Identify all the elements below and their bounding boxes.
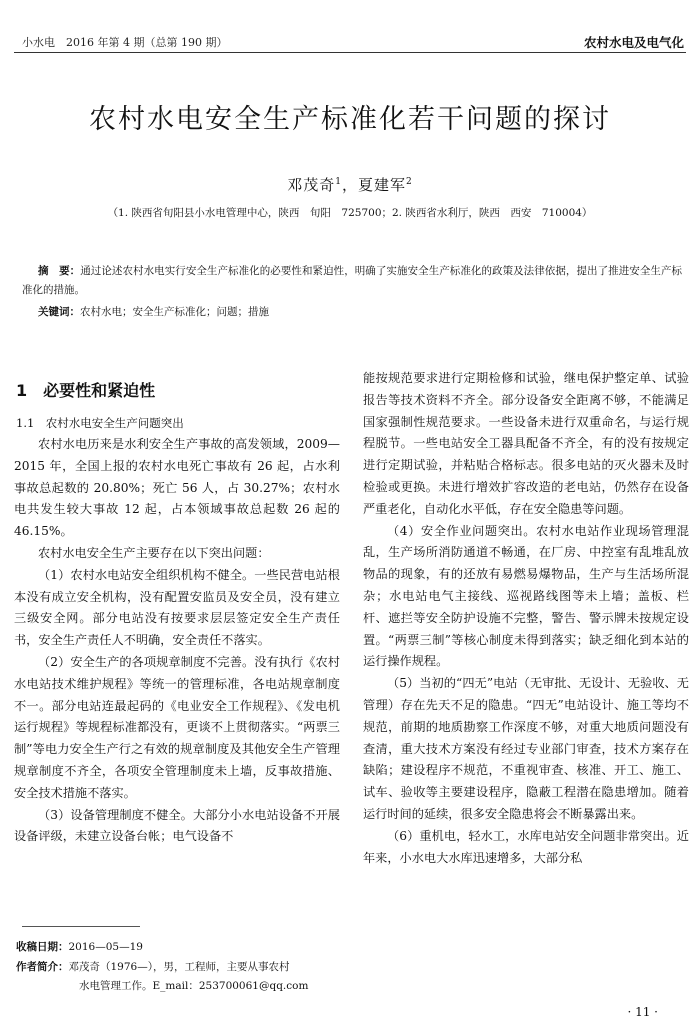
body-paragraph: 农村水电历来是水利安全生产事故的高发领域，2009—2015 年，全国上报的农村水电死亡事故有 26 起，占水利事故总起数的 20.80%；死亡 56 人，占 30.27%；农村水电共发生较大事故 12 起，占本领域事故总起数 26 起的 46.15%。 [14, 437, 340, 539]
keywords [38, 304, 269, 319]
keywords-label: 关键词： [38, 306, 80, 318]
right-column [363, 368, 689, 869]
received-date [16, 939, 143, 954]
author-affil-marker: 1 [335, 177, 342, 187]
body-paragraph: （5）当初的“四无”电站（无审批、无设计、无验收、无管理）存在先天不足的隐患。“四无”电站设计、施工等均不规范，前期的地质勘察工作深度不够，对重大地质问题没有查清，重大技术方案没有经过专业部门审查，技术方案存在缺陷；建设程序不规范，不重视审查、核准、开工、施工、试车、验收等主要建设程序，隐蔽工程潜在隐患增加。随着运行时间的延续，很多安全隐患将会不断暴露出来。 [363, 676, 689, 821]
journal-header: 小水电 2016 年第 4 期（总第 190 期） [22, 36, 228, 49]
author-name: 夏建军 [358, 176, 407, 194]
abstract [22, 262, 682, 300]
author-separator: ， [341, 176, 358, 194]
body-paragraph: （4）安全作业问题突出。农村水电站作业现场管理混乱，生产场所消防通道不畅通，在厂房、中控室有乱堆乱放物品的现象，有的还放有易燃易爆物品，生产与生活场所混杂；水电站电气主接线、巡视路线图等未上墙；盖板、栏杆、遮拦等安全防护设施不完整，警告、警示牌未按规定设置。“两票三制”等核心制度未得到落实；缺乏细化到本站的运行操作规程。 [363, 523, 689, 669]
body-paragraph: 农村水电安全生产主要存在以下突出问题： [38, 545, 270, 560]
abstract-label: 摘 要： [38, 265, 81, 277]
author-bio [16, 958, 308, 996]
author-line [0, 174, 700, 195]
received-label: 收稿日期： [16, 941, 69, 953]
abstract-text: 通过论述农村水电实行安全生产标准化的必要性和紧迫性，明确了实施安全生产标准化的政策及法律依据，提出了推进安全生产标准化的措施。 [22, 265, 682, 296]
page-number: · 11 · [627, 1005, 658, 1019]
subsection-heading: 1.1 农村水电安全生产问题突出 [16, 416, 184, 430]
section-heading: 1 必要性和紧迫性 [16, 381, 156, 400]
author-bio-line: 水电管理工作。E_mail：253700061@qq.com [79, 980, 309, 992]
header-rule [14, 52, 686, 53]
body-paragraph: 能按规范要求进行定期检修和试验，继电保护整定单、试验报告等技术资料不齐全。部分设备安全距离不够，不能满足国家强制性规范要求。一些设备未进行双重命名，与运行规程脱节。一些电站安全工器具配备不齐全，有的没有按规定进行定期试验，并粘贴合格标志。很多电站的灭火器未及时检验或更换。未进行增效扩容改造的老电站，仍然存在设备严重老化，自动化水平低，存在安全隐患等问题。 [363, 371, 689, 516]
article-title: 农村水电安全生产标准化若干问题的探讨 [89, 104, 611, 135]
body-paragraph: （1）农村水电站安全组织机构不健全。一些民营电站根本没有成立安全机构，没有配置安监员及安全员，没有建立三级安全网。部分电站没有按要求层层签定安全生产责任书，安全生产责任人不明确，安全责任不落实。 [14, 567, 340, 648]
left-column [14, 378, 340, 848]
section-header: 农村水电及电气化 [583, 35, 684, 50]
body-paragraph: （2）安全生产的各项规章制度不完善。没有执行《农村水电站技术维护规程》等统一的管理标准，各电站规章制度不一。部分电站连最起码的《电业安全工作规程》、《发电机运行规程》等规程标准都没有，更谈不上贯彻落实。“两票三制”等电力安全生产行之有效的规章制度及其他安全生产管理规章制度不齐全，各项安全管理制度未上墙，反事故措施、安全技术措施不落实。 [14, 654, 340, 800]
received-value: 2016—05—19 [68, 941, 143, 953]
body-paragraph: （6）重机电，轻水工，水库电站安全问题非常突出。近年来，小水电大水库迅速增多，大部分私 [363, 828, 689, 865]
affiliations: （1. 陕西省旬阳县小水电管理中心，陕西 旬阳 725700；2. 陕西省水利厅，陕西 西安 710004） [107, 207, 593, 219]
author-affil-marker: 2 [406, 177, 413, 187]
author-bio-label: 作者简介： [16, 961, 69, 973]
author-bio-line: 邓茂奇（1976—），男，工程师，主要从事农村 [68, 961, 290, 973]
footnote-rule [22, 926, 140, 927]
body-paragraph: （3）设备管理制度不健全。大部分小水电站设备不开展设备评级，未建立设备台帐；电气设备不 [14, 807, 340, 844]
keywords-text: 农村水电；安全生产标准化；问题；措施 [80, 306, 269, 318]
author-name: 邓茂奇 [287, 176, 336, 194]
